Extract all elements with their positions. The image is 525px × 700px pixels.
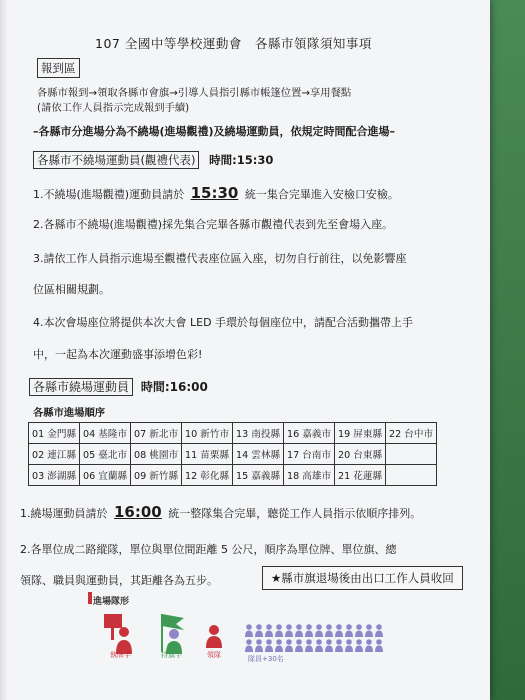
table-cell: 13 南投縣: [233, 423, 284, 444]
section1-item-1-text-a: 1.不繞場(進場觀禮)運動員請於: [33, 188, 185, 201]
section1-item-4b: 中，一起為本次運動盛事添增色彩!: [33, 348, 203, 361]
table-row: [29, 444, 437, 465]
page-title: 107 全國中等學校運動會 各縣市領隊須知事項: [95, 36, 372, 51]
section2-item-1-text-b: 統一整隊集合完畢，聽從工作人員指示依順序排列。: [168, 507, 422, 520]
section1-item-1-text-b: 統一集合完畢進入安檢口安檢。: [244, 188, 399, 201]
table-cell: 18 高雄市: [284, 465, 335, 486]
section1-item-1-time: 15:30: [190, 184, 239, 202]
order-heading: 各縣市進場順序: [33, 407, 106, 419]
sign-bearer-label: 執牌手: [110, 651, 131, 659]
section2-header: [29, 378, 208, 395]
page-edge-shadow: [0, 0, 8, 700]
background-grass: [485, 0, 525, 700]
table-cell: 16 嘉義市: [284, 423, 335, 444]
table-cell: 01 金門縣: [29, 423, 80, 444]
entry-notice: –各縣市分進場分為不繞場(進場觀禮)及繞場運動員，依規定時間配合進場–: [33, 125, 396, 138]
formation-heading: 進場隊形: [93, 597, 130, 607]
section2-heading: 各縣市繞場運動員: [29, 378, 133, 396]
team-members-label: 隊員+30名: [248, 655, 284, 663]
checkin-line-1: 各縣市報到→領取各縣市會旗→引導人員指引縣市帳篷位置→享用餐點: [37, 87, 352, 99]
section2-item-1: [20, 503, 421, 521]
table-cell: 14 雲林縣: [233, 444, 284, 465]
flag-bearer-label: 持旗手: [161, 651, 182, 659]
section1-item-3b: 位區相關規劃。: [33, 283, 110, 296]
table-cell: 06 宜蘭縣: [80, 465, 131, 486]
checkin-heading: 報到區: [37, 58, 80, 78]
section2-item-1-text-a: 1.繞場運動員請於: [20, 507, 108, 520]
entry-order-table: [28, 422, 437, 486]
section2-item-1-time: 16:00: [114, 503, 162, 521]
team-members-icon: [244, 624, 384, 654]
table-cell: 21 花蓮縣: [335, 465, 386, 486]
table-cell: 10 新竹市: [182, 423, 233, 444]
table-cell: 04 基隆市: [80, 423, 131, 444]
table-cell: [386, 444, 437, 465]
table-cell: 03 澎湖縣: [29, 465, 80, 486]
table-cell: 17 台南市: [284, 444, 335, 465]
formation-marker-icon: [88, 592, 92, 604]
table-cell: [386, 465, 437, 486]
table-cell: 09 新竹縣: [131, 465, 182, 486]
section1-time: 時間:15:30: [209, 153, 274, 167]
table-cell: 22 台中市: [386, 423, 437, 444]
table-cell: 02 連江縣: [29, 444, 80, 465]
table-cell: 19 屏東縣: [335, 423, 386, 444]
table-row: [29, 423, 437, 444]
table-cell: 20 台東縣: [335, 444, 386, 465]
leader-icon: [204, 624, 224, 650]
section2-item-2a: 2.各單位成二路縱隊，單位與單位間距離 5 公尺，順序為單位牌、單位旗、總: [20, 543, 397, 556]
table-cell: 11 苗栗縣: [182, 444, 233, 465]
section1-item-3a: 3.請依工作人員指示進場至觀禮代表座位區入座，切勿自行前往，以免影響座: [33, 252, 407, 265]
section1-header: [33, 152, 273, 168]
checkin-line-2: (請依工作人員指示完成報到手續): [37, 102, 190, 114]
table-cell: 15 嘉義縣: [233, 465, 284, 486]
leader-label: 領隊: [207, 651, 221, 659]
section1-item-4a: 4.本次會場座位將提供本次大會 LED 手環於每個座位中，請配合活動攜帶上手: [33, 316, 414, 329]
table-row: [29, 465, 437, 486]
table-cell: 07 新北市: [131, 423, 182, 444]
section1-item-2: 2.各縣市不繞場(進場觀禮)採先集合完畢各縣市觀禮代表到先至會場入座。: [33, 218, 394, 231]
section2-item-2b: 領隊、職員與運動員，其距離各為五步。: [20, 574, 218, 587]
flag-return-note: ★縣市旗退場後由出口工作人員收回: [262, 566, 463, 590]
section2-time: 時間:16:00: [140, 380, 208, 394]
table-cell: 05 臺北市: [80, 444, 131, 465]
table-cell: 08 桃園市: [131, 444, 182, 465]
section1-item-1: [33, 184, 399, 202]
section1-heading: 各縣市不繞場運動員(觀禮代表): [33, 151, 199, 169]
table-cell: 12 彰化縣: [182, 465, 233, 486]
